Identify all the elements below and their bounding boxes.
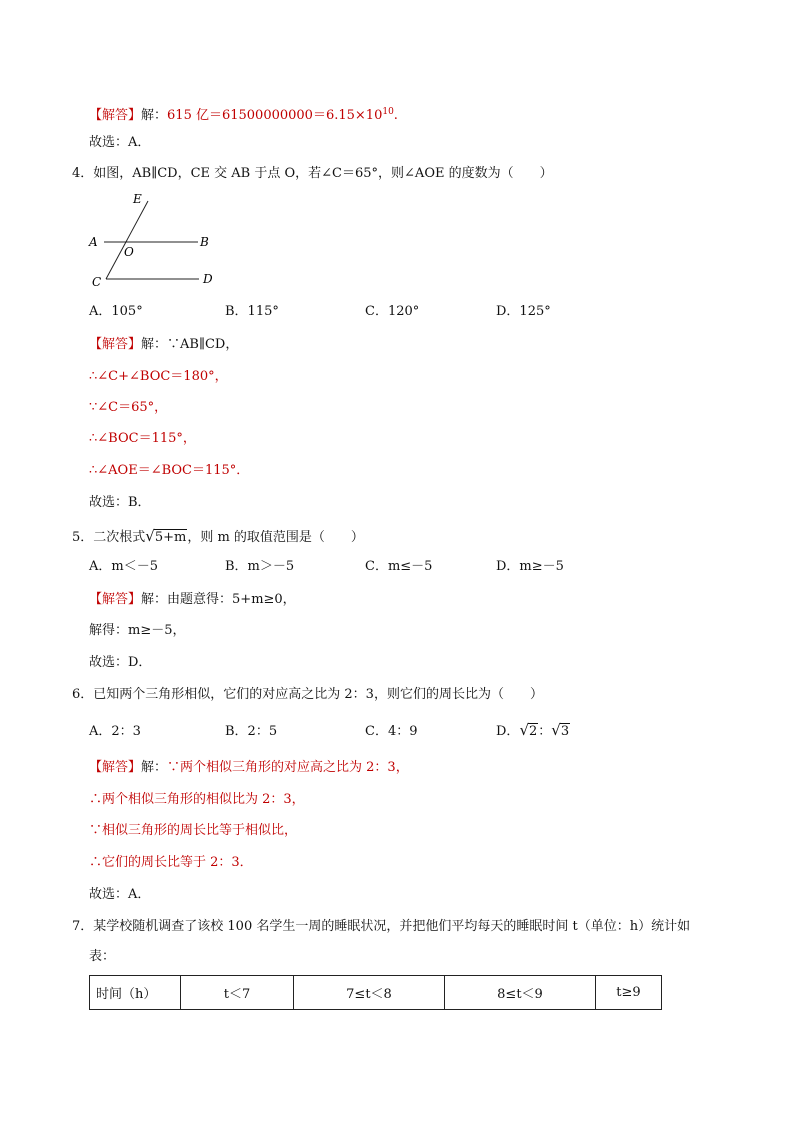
q6-radical-2 xyxy=(551,721,570,741)
q4-figure xyxy=(86,190,226,290)
q6-option-a: A．2：3 xyxy=(89,724,141,739)
answer-jie: 解： xyxy=(141,760,168,775)
q6-answer-text: ∵两个相似三角形的对应高之比为 2：3， xyxy=(167,760,409,775)
q6-option-b: B．2：5 xyxy=(225,724,278,739)
q5-radicand: 5+m xyxy=(154,530,187,545)
answer-jie: 解： xyxy=(141,108,168,123)
table-row xyxy=(90,976,662,1010)
q3-choose: 故选：A． xyxy=(89,135,151,150)
sqrt-icon: √ xyxy=(551,721,561,739)
q4-option-b: B．115° xyxy=(225,304,279,319)
q7-stem-line1: 7．某学校随机调查了该校 100 名学生一周的睡眠状况，并把他们平均每天的睡眠时间 t（单位：h）统计如 xyxy=(72,919,691,934)
label-a: A xyxy=(89,235,98,249)
q6-answer-line2: ∴两个相似三角形的相似比为 2：3， xyxy=(89,792,305,807)
table-header-cell: 8≤t＜9 xyxy=(445,976,596,1010)
q4-answer-line4: ∴∠BOC＝115°， xyxy=(89,431,196,446)
q4-answer-line5: ∴∠AOE＝∠BOC＝115°． xyxy=(89,463,250,478)
sleep-time-table xyxy=(89,975,662,1010)
q6-option-d xyxy=(496,721,570,741)
q6-answer-line4: ∴它们的周长比等于 2：3． xyxy=(89,855,253,870)
q5-option-a: A．m＜－5 xyxy=(89,559,158,574)
table-header-cell: 时间（h） xyxy=(90,976,181,1010)
q5-option-d: D．m≥－5 xyxy=(496,559,564,574)
answer-tag: 【解答】 xyxy=(89,760,142,775)
q6-radicand-1: 2 xyxy=(529,724,538,739)
q4-stem: 4．如图，AB∥CD，CE 交 AB 于点 O，若∠C＝65°，则∠AOE 的度数为（ ） xyxy=(72,166,553,181)
table-header-cell: 7≤t＜8 xyxy=(294,976,445,1010)
q4-answer-line3: ∵∠C＝65°， xyxy=(89,400,168,415)
q6-choose: 故选：A． xyxy=(89,887,151,902)
q5-choose: 故选：D． xyxy=(89,655,152,670)
answer-tag: 【解答】 xyxy=(89,108,142,123)
table-header-cell: t＜7 xyxy=(181,976,294,1010)
q5-radical xyxy=(145,527,187,547)
q4-option-a: A．105° xyxy=(89,304,143,319)
q3-answer-exponent: 10 xyxy=(382,107,394,117)
table-header-cell: t≥9 xyxy=(596,976,662,1010)
q4-option-d: D．125° xyxy=(496,304,551,319)
answer-tag: 【解答】 xyxy=(89,337,142,352)
answer-jie: 解： xyxy=(141,592,168,607)
q3-answer-end: . xyxy=(393,108,398,123)
q6-radical-1 xyxy=(519,721,538,741)
label-d: D xyxy=(203,272,213,286)
q3-answer-line xyxy=(89,103,398,125)
q6-option-c: C．4：9 xyxy=(365,724,418,739)
q3-answer-expr: 615 亿＝61500000000＝6.15×10 xyxy=(167,108,383,123)
label-e: E xyxy=(133,192,142,206)
q6-stem: 6．已知两个三角形相似，它们的对应高之比为 2：3，则它们的周长比为（ ） xyxy=(72,687,543,702)
sqrt-icon: √ xyxy=(145,527,155,545)
q6-option-d-sep: ： xyxy=(538,724,552,739)
q4-option-c: C．120° xyxy=(365,304,420,319)
q7-stem-line2: 表： xyxy=(89,949,116,964)
q6-answer-line1 xyxy=(89,759,409,777)
q5-stem-pre: 5．二次根式 xyxy=(72,530,146,545)
q5-option-c: C．m≤－5 xyxy=(365,559,433,574)
q5-stem-post: ，则 m 的取值范围是（ ） xyxy=(187,530,364,545)
q4-choose: 故选：B． xyxy=(89,495,151,510)
q5-answer-line1 xyxy=(89,591,296,609)
q4-answer-text: ∵AB∥CD， xyxy=(167,337,239,352)
line-ce xyxy=(106,201,148,279)
q5-answer-text: 由题意得：5+m≥0， xyxy=(167,592,296,607)
q5-stem xyxy=(72,527,364,547)
q6-answer-line3: ∵相似三角形的周长比等于相似比， xyxy=(89,823,298,838)
answer-jie: 解： xyxy=(141,337,168,352)
label-c: C xyxy=(92,275,102,289)
sqrt-icon: √ xyxy=(519,721,529,739)
answer-tag: 【解答】 xyxy=(89,592,142,607)
q6-radicand-2: 3 xyxy=(560,724,570,739)
q5-answer-line2: 解得：m≥－5， xyxy=(89,623,186,638)
q6-option-d-prefix: D． xyxy=(496,724,520,739)
q4-answer-line1 xyxy=(89,336,238,354)
q5-option-b: B．m＞－5 xyxy=(225,559,295,574)
q4-answer-line2: ∴∠C+∠BOC＝180°， xyxy=(89,369,228,384)
label-o: O xyxy=(124,245,134,259)
label-b: B xyxy=(200,235,209,249)
